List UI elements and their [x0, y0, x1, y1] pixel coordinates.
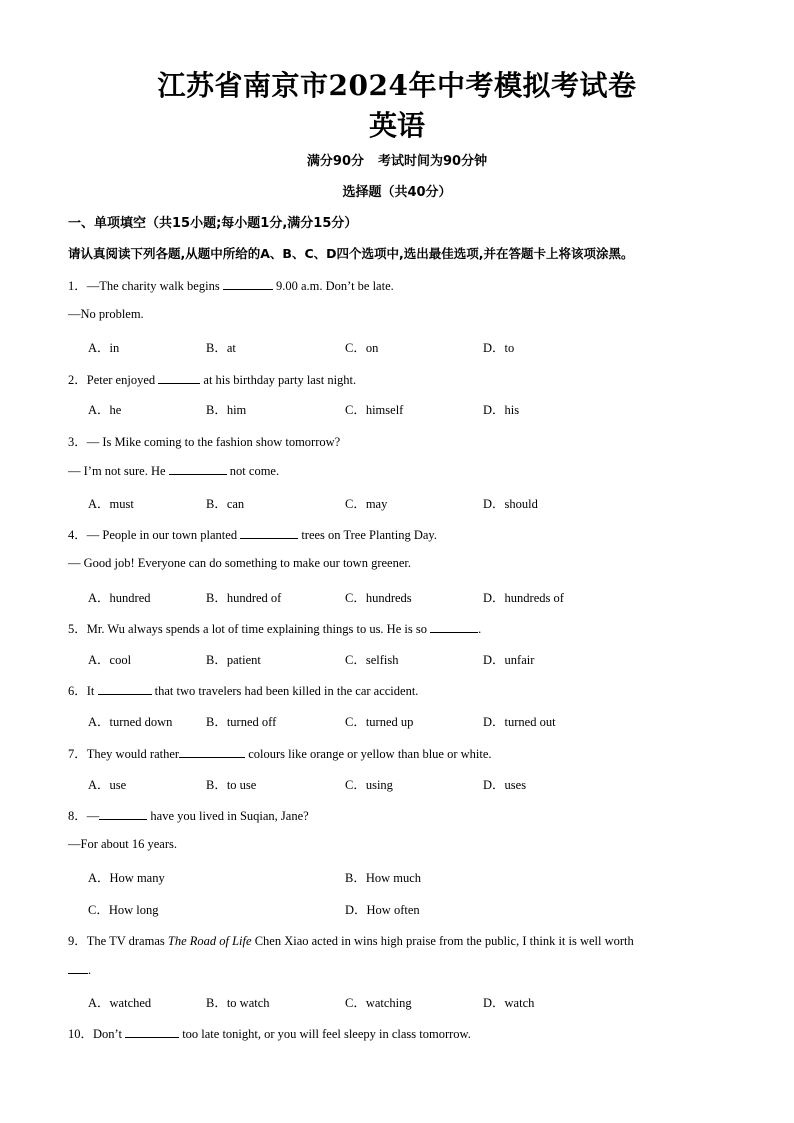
option-a[interactable]: A．must: [88, 497, 134, 511]
option-a[interactable]: A．turned down: [88, 715, 173, 729]
question-4-stem: 4．— People in our town planted trees on Tree Planting Day.: [68, 528, 437, 542]
question-5-stem: 5．Mr. Wu always spends a lot of time explaining things to us. He is so .: [68, 622, 482, 636]
answer-blank: [179, 746, 245, 758]
option-a[interactable]: A．cool: [88, 653, 132, 667]
question-3-stem: 3．— Is Mike coming to the fashion show tomorrow?: [68, 435, 341, 449]
question-4-response: — Good job! Everyone can do something to make our town greener.: [68, 556, 411, 570]
question-8-response: —For about 16 years.: [68, 837, 178, 851]
option-b[interactable]: B．How much: [345, 871, 422, 885]
answer-blank: [240, 527, 298, 539]
option-a[interactable]: A．watched: [88, 996, 152, 1010]
option-b[interactable]: B．patient: [206, 653, 261, 667]
answer-blank: [125, 1026, 179, 1038]
section-heading: 选择题（共40分）: [342, 185, 452, 200]
question-8-stem: 8．— have you lived in Suqian, Jane?: [68, 809, 309, 823]
option-b[interactable]: B．to use: [206, 778, 257, 792]
option-d[interactable]: D．his: [483, 403, 520, 417]
option-b[interactable]: B．turned off: [206, 715, 277, 729]
question-3-response: — I’m not sure. He not come.: [68, 464, 280, 478]
option-d[interactable]: D．uses: [483, 778, 527, 792]
question-7-stem: 7．They would rather colours like orange or yellow than blue or white.: [68, 747, 492, 761]
option-b[interactable]: B．can: [206, 497, 245, 511]
answer-blank: [158, 372, 200, 384]
option-d[interactable]: D．to: [483, 341, 515, 355]
option-b[interactable]: B．at: [206, 341, 236, 355]
option-c[interactable]: C．may: [345, 497, 388, 511]
exam-meta: [0, 150, 794, 169]
question-2-stem: 2．Peter enjoyed at his birthday party last night.: [68, 373, 357, 387]
question-1-stem: 1．—The charity walk begins 9.00 a.m. Don’t be late.: [68, 279, 394, 293]
option-d[interactable]: D．turned out: [483, 715, 556, 729]
option-a[interactable]: A．he: [88, 403, 122, 417]
drama-title: The Road of Life: [167, 934, 252, 948]
question-6-stem: 6．It that two travelers had been killed in the car accident.: [68, 684, 419, 698]
subject-title: 英语: [368, 109, 425, 142]
option-d[interactable]: D．should: [483, 497, 538, 511]
option-c[interactable]: C．hundreds: [345, 591, 412, 605]
option-d[interactable]: D．watch: [483, 996, 535, 1010]
page-title: 江苏省南京市2024年中考模拟考试卷: [157, 69, 637, 102]
answer-blank: [430, 621, 478, 633]
answer-blank: [223, 278, 273, 290]
exam-time: 考试时间为90分钟: [378, 154, 488, 169]
option-b[interactable]: B．to watch: [206, 996, 270, 1010]
option-b[interactable]: B．hundred of: [206, 591, 282, 605]
option-c[interactable]: C．using: [345, 778, 393, 792]
option-c[interactable]: C．on: [345, 341, 379, 355]
answer-blank: [169, 463, 227, 475]
option-d[interactable]: D．unfair: [483, 653, 535, 667]
question-10-stem: 10．Don’t too late tonight, or you will feel sleepy in class tomorrow.: [68, 1027, 471, 1041]
option-c[interactable]: C．turned up: [345, 715, 414, 729]
full-score: 满分90分: [306, 154, 364, 169]
answer-blank: [98, 683, 152, 695]
part-heading: 一、单项填空（共15小题;每小题1分,满分15分）: [68, 216, 358, 231]
question-1-response: —No problem.: [68, 307, 144, 321]
answer-blank: [68, 962, 88, 974]
answer-blank: [99, 808, 147, 820]
option-c[interactable]: C．How long: [88, 903, 159, 917]
option-a[interactable]: A．use: [88, 778, 127, 792]
option-b[interactable]: B．him: [206, 403, 247, 417]
option-d[interactable]: D．hundreds of: [483, 591, 564, 605]
option-d[interactable]: D．How often: [345, 903, 420, 917]
option-a[interactable]: A．hundred: [88, 591, 151, 605]
option-c[interactable]: C．watching: [345, 996, 412, 1010]
option-c[interactable]: C．selfish: [345, 653, 399, 667]
option-a[interactable]: A．in: [88, 341, 120, 355]
option-a[interactable]: A．How many: [88, 871, 165, 885]
instruction-text: 请认真阅读下列各题,从题中所给的A、B、C、D四个选项中,选出最佳选项,并在答题卡上将该项涂黑。: [68, 246, 634, 261]
question-9-stem: 9．The TV dramas The Road of Life Chen Xiao acted in wins high praise from the public, I think it is well worth: [68, 934, 634, 948]
option-c[interactable]: C．himself: [345, 403, 404, 417]
question-9-continuation: .: [68, 962, 91, 978]
